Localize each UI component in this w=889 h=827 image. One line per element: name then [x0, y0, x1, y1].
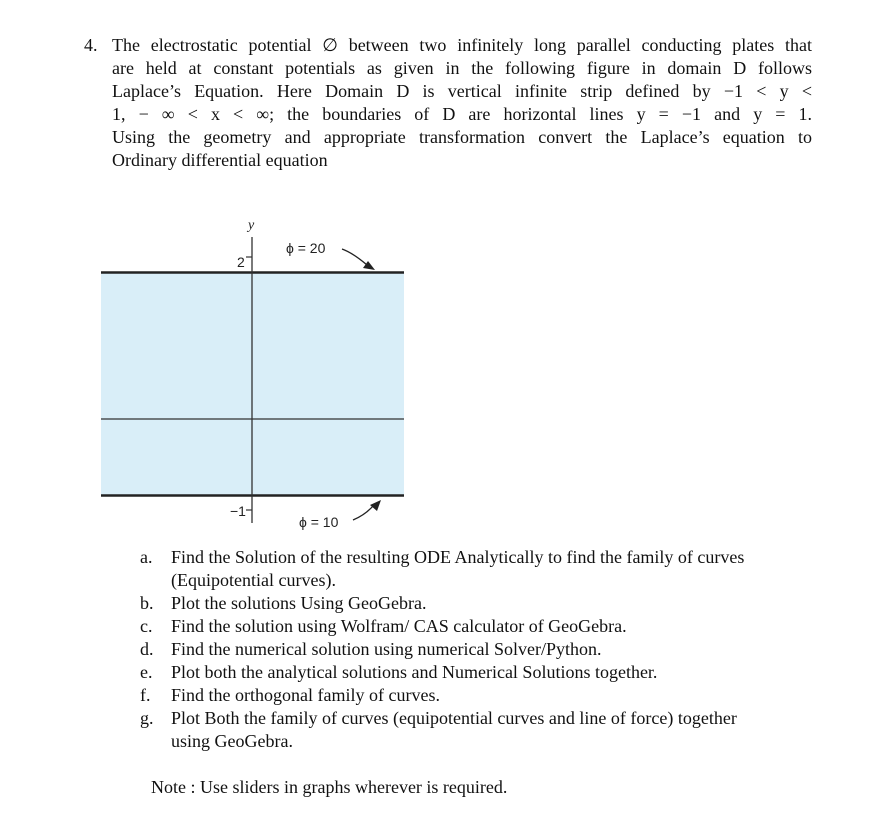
top-tick-label: 2	[237, 254, 245, 270]
problem-line-1: The electrostatic potential ∅ between two infinitely long parallel conducting plates that	[112, 35, 812, 55]
task-item-b	[140, 592, 820, 615]
task-text: Find the numerical solution using numerical Solver/Python.	[171, 639, 602, 659]
task-letter: d.	[140, 639, 154, 659]
task-list	[140, 546, 820, 753]
strip-domain-figure	[95, 215, 415, 535]
y-axis-label: y	[248, 218, 255, 233]
task-text-continued: (Equipotential curves).	[171, 570, 336, 590]
task-letter: c.	[140, 616, 153, 636]
task-letter: a.	[140, 547, 153, 567]
task-text: Find the Solution of the resulting ODE Analytically to find the family of curves	[171, 547, 745, 567]
task-item-f	[140, 684, 820, 707]
task-item-g	[140, 707, 820, 753]
top-pointer-arrow	[342, 249, 367, 265]
task-item-c	[140, 615, 820, 638]
task-letter: g.	[140, 708, 154, 728]
problem-line-6: Ordinary differential equation	[112, 150, 328, 170]
bottom-tick-label: −1	[230, 503, 246, 519]
task-text: Find the orthogonal family of curves.	[171, 685, 440, 705]
task-letter: e.	[140, 662, 153, 682]
problem-line-4: 1, − ∞ < x < ∞; the boundaries of D are horizontal lines y = −1 and y = 1.	[112, 104, 812, 124]
problem-line-2: are held at constant potentials as given in the following figure in domain D follows	[112, 58, 812, 78]
task-letter: f.	[140, 685, 151, 705]
task-item-e	[140, 661, 820, 684]
task-text: Plot Both the family of curves (equipotential curves and line of force) together	[171, 708, 737, 728]
task-text: Plot the solutions Using GeoGebra.	[171, 593, 427, 613]
bottom-potential-label: ϕ = 10	[299, 514, 339, 530]
top-potential-label: ϕ = 20	[286, 240, 326, 256]
problem-number: 4.	[84, 35, 98, 55]
task-text: Find the solution using Wolfram/ CAS calculator of GeoGebra.	[171, 616, 627, 636]
problem-body	[112, 34, 812, 172]
task-text-continued: using GeoGebra.	[171, 731, 293, 751]
task-text: Plot both the analytical solutions and Numerical Solutions together.	[171, 662, 658, 682]
task-letter: b.	[140, 593, 154, 613]
problem-line-3: Laplace’s Equation. Here Domain D is vertical infinite strip defined by −1 < y <	[112, 81, 812, 101]
task-item-a	[140, 546, 820, 592]
problem-line-5: Using the geometry and appropriate transformation convert the Laplace’s equation to	[112, 127, 812, 147]
bottom-pointer-arrow	[353, 506, 373, 520]
bottom-arrowhead	[370, 500, 381, 511]
task-item-d	[140, 638, 820, 661]
note-text: Note : Use sliders in graphs wherever is required.	[151, 777, 508, 797]
